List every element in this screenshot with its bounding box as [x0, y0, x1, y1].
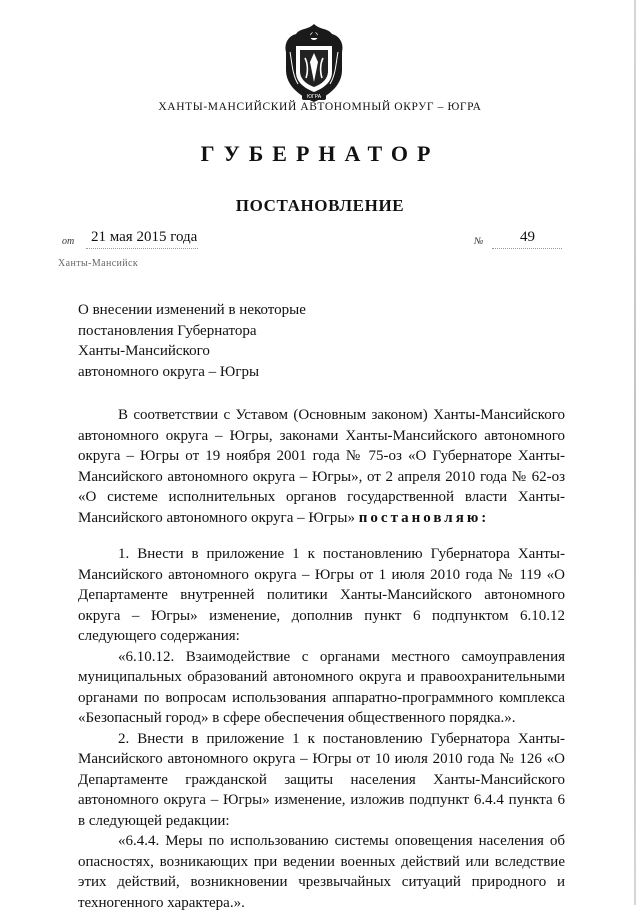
scan-edge — [634, 0, 636, 905]
subject-line: О внесении изменений в некоторые — [78, 302, 306, 318]
document-date: 21 мая 2015 года — [91, 229, 198, 245]
document-number: 49 — [520, 229, 535, 245]
item-2-paragraph: 2. Внести в приложение 1 к постановлению Губернатора Ханты-Мансийского автономного округа – Югры от 10 июля 2010 года № 126 «О Департаменте гражданской защиты населения Ханты-Мансийского автономного округа – Югры» изменение, изложив подпункт 6.4.4 пункта 6 в следующей редакции: — [78, 730, 565, 829]
date-underline — [86, 248, 198, 249]
preamble-text: В соответствии с Уставом (Основным законом) Ханты-Мансийского автономного округа – Югры, законами Ханты-Мансийского автономного округа – Югры от 19 ноября 2001 года № 75-оз «О Губернаторе Ханты-Мансийского автономного округа – Югры», от 2 апреля 2010 года № 62-оз «О системе исполнительных органов государственной власти Ханты-Мансийского автономного округа – Югры» — [78, 407, 565, 526]
subject-line: постановления Губернатора — [78, 322, 257, 339]
date-prefix: от — [62, 236, 75, 247]
city-name: Ханты-Мансийск — [58, 258, 139, 269]
number-prefix: № — [474, 236, 484, 247]
subject-line: автономного округа – Югры — [78, 363, 260, 380]
number-underline — [492, 248, 562, 249]
resolve-word: постановляю: — [358, 509, 490, 526]
region-name: ХАНТЫ-МАНСИЙСКИЙ АВТОНОМНЫЙ ОКРУГ – ЮГРА — [158, 101, 482, 113]
document-type: ПОСТАНОВЛЕНИЕ — [235, 196, 405, 215]
item-2-quote: «6.4.4. Меры по использованию системы оповещения населения об опасностях, возникающих при ведении военных действий или вследствие этих действий, возникновении чрезвычайных ситуаций природного и техногенного характера.». — [78, 833, 565, 911]
emblem-label: ЮГРА — [306, 94, 322, 100]
authority-title: ГУБЕРНАТОР — [200, 141, 440, 166]
coat-of-arms-emblem — [278, 22, 350, 104]
subject-line: Ханты-Мансийского — [78, 343, 210, 359]
document-subject — [78, 300, 338, 382]
item-1-quote: «6.10.12. Взаимодействие с органами местного самоуправления муниципальных образований автономного округа и правоохранительными органами по вопросам использования аппаратно-программного комплекса «Безопасный город» в сфере обеспечения общественного порядка.». — [78, 648, 565, 726]
preamble-paragraph — [78, 405, 565, 528]
document-body — [78, 405, 565, 913]
item-1-paragraph: 1. Внести в приложение 1 к постановлению Губернатора Ханты-Мансийского автономного округа – Югры от 1 июля 2010 года № 119 «О Департаменте внутренней политики Ханты-Мансийского автономного округа – Югры» изменение, дополнив пункт 6 подпунктом 6.10.12 следующего содержания: — [78, 546, 565, 644]
